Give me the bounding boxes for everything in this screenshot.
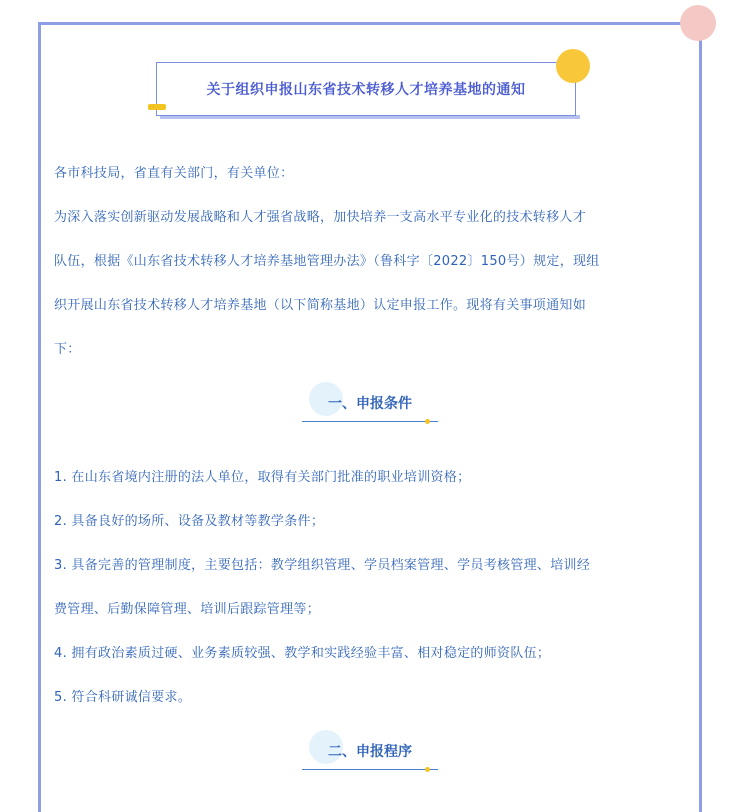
intro-line: 下：	[54, 342, 81, 357]
condition-item: 5. 符合科研诚信要求。	[54, 690, 192, 705]
condition-item: 费管理、后勤保障管理、培训后跟踪管理等；	[54, 602, 321, 617]
section-underline	[302, 769, 438, 770]
decorative-yellow-circle	[556, 49, 590, 83]
condition-item: 2. 具备良好的场所、设备及教材等教学条件；	[54, 514, 325, 529]
section-underline	[302, 421, 438, 422]
section-dot	[425, 767, 430, 772]
decorative-yellow-bar	[148, 104, 166, 110]
section-label: 一、申报条件	[328, 396, 412, 412]
section-dot	[425, 419, 430, 424]
section-heading-conditions	[302, 382, 438, 432]
section-label: 二、申报程序	[328, 744, 412, 760]
intro-line: 为深入落实创新驱动发展战略和人才强省战略，加快培养一支高水平专业化的技术转移人才	[54, 210, 587, 225]
title-box	[156, 62, 576, 116]
section-heading-procedure	[302, 730, 438, 780]
intro-line: 队伍，根据《山东省技术转移人才培养基地管理办法》（鲁科字〔2022〕150号）规定，现组	[54, 254, 600, 269]
condition-item: 3. 具备完善的管理制度，主要包括：教学组织管理、学员档案管理、学员考核管理、培训经	[54, 558, 591, 573]
condition-item: 4. 拥有政治素质过硬、业务素质较强、教学和实践经验丰富、相对稳定的师资队伍；	[54, 646, 551, 661]
condition-item: 1. 在山东省境内注册的法人单位，取得有关部门批准的职业培训资格；	[54, 470, 471, 485]
intro-line: 织开展山东省技术转移人才培养基地（以下简称基地）认定申报工作。现将有关事项通知如	[54, 298, 587, 313]
decorative-pink-circle	[680, 5, 716, 41]
document-title: 关于组织申报山东省技术转移人才培养基地的通知	[206, 82, 526, 98]
salutation: 各市科技局，省直有关部门，有关单位：	[54, 166, 294, 181]
